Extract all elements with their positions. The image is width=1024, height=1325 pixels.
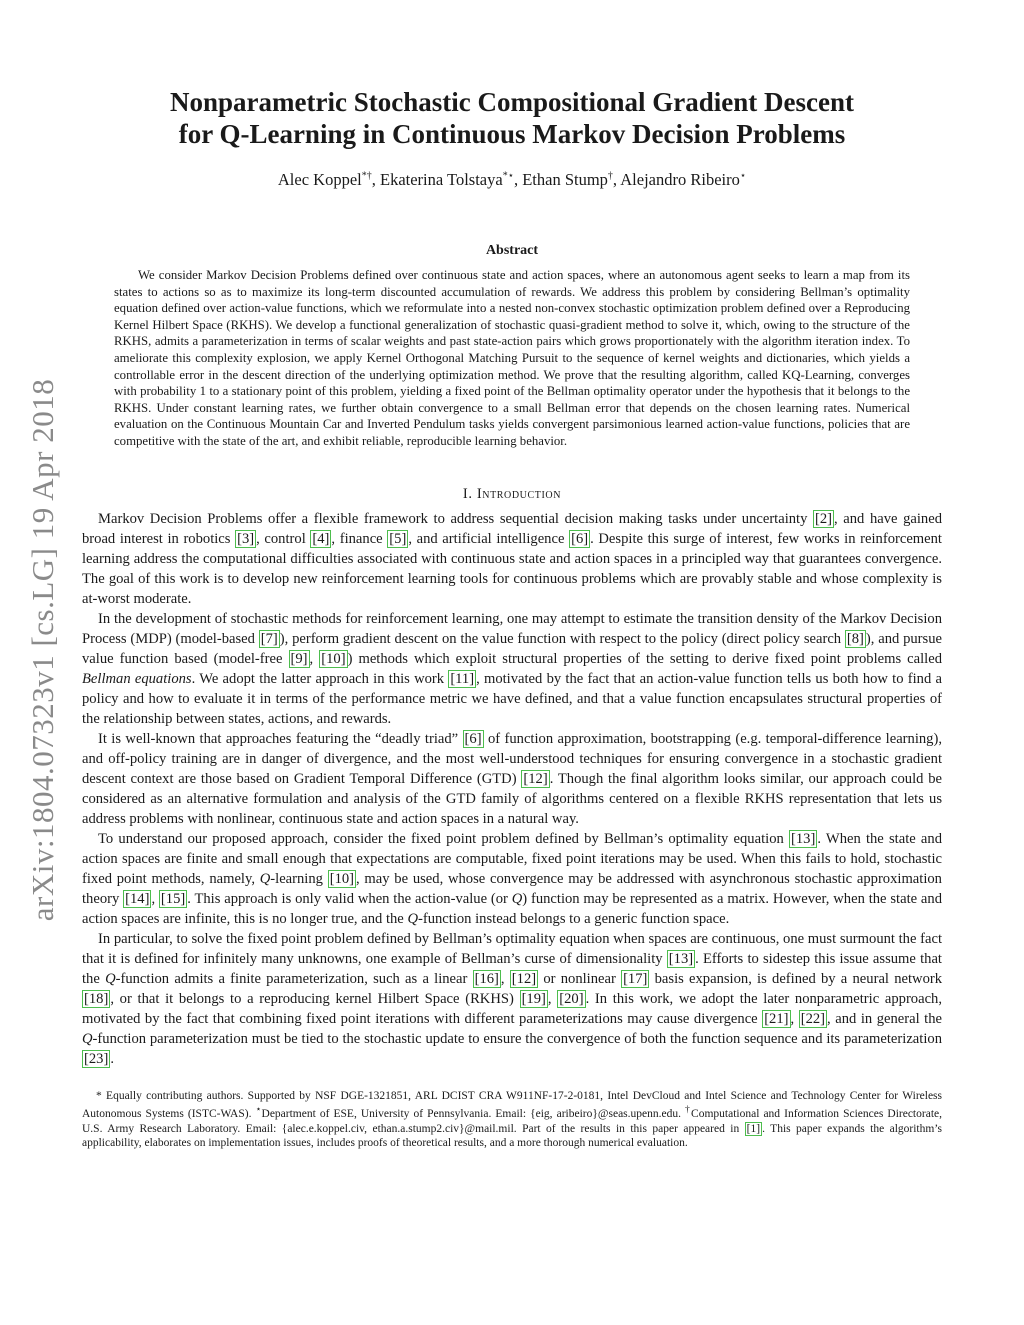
text-run: . In this work, we adopt the later nonparametric approach, motivated by the fact that combining fixed point iterations with different parameterizations may cause divergence [82, 990, 943, 1027]
text-run: , [790, 1010, 799, 1027]
author-affiliation-mark: ⋆ [739, 170, 747, 182]
abstract-text: We consider Markov Decision Problems defined over continuous state and action spaces, where an autonomous agent seeks to learn a map from its states to actions so as to maximize its long-term discounted accumulation of rewards. We address this problem by considering Bellman’s optimality equation defined over action-value functions, which we reformulate into a nested non-convex stochastic optimization problem defined over a Reproducing Kernel Hilbert Space (RKHS). We develop a functional generalization of stochastic quasi-gradient method to solve it, which, owing to the structure of the RKHS, admits a parameterization in terms of scalar weights and past state-action pairs which grows proportionately with the algorithm iteration index. To ameliorate this complexity explosion, we apply Kernel Orthogonal Matching Pursuit to the sequence of kernel weights and dictionaries, which yields a controllable error in the descent direction of the underlying optimization method. We prove that the resulting algorithm, called KQ-Learning, converges with probability 1 to a stationary point of this problem, yielding a fixed point of the Bellman optimality operator under the hypothesis that it belongs to the RKHS. Under constant learning rates, we further obtain convergence to a small Bellman error that depends on the chosen learning rates. Numerical evaluation on the Continuous Mountain Car and Inverted Pendulum tasks yields convergent parsimonious learned action-value functions, policies that are competitive with the state of the art, and exhibit reliable, reproducible learning behavior. [114, 268, 910, 448]
citation-link[interactable]: [10] [321, 650, 346, 667]
citation-link[interactable]: [18] [84, 990, 109, 1007]
text-run: Computational and Information Sciences Directorate, U.S. Army Research Laboratory. Email: {alec.e.koppel.civ, ethan.a.stump2.civ}@mail.mil. Part of the results in this paper appeared in [82, 1107, 942, 1135]
text-run: , and artificial intelligence [408, 530, 570, 547]
text-run: . Despite this surge of interest, few works in reinforcement learning address the computational difficulties associated with continuous state and action spaces in a principled way that guarantees convergence. The goal of this work is to develop new reinforcement learning tools for continuous problems which are provably stable and whose complexity is at-worst moderate. [82, 530, 942, 607]
author-name: Ethan Stump [522, 170, 608, 189]
text-run: ), perform gradient descent on the value function with respect to the policy (direct policy search [279, 630, 845, 647]
title-line-1: Nonparametric Stochastic Compositional Gradient Descent [170, 87, 854, 117]
author-affiliation-mark: † [607, 170, 613, 182]
citation-link[interactable]: [12] [523, 770, 548, 787]
text-run: of function approximation, bootstrapping (e.g. temporal-difference learning), and off-policy training are in danger of divergence, and the most well-understood techniques for ensuring convergence in a stochastic gradient descent context are those based on Gradient Temporal Difference (GTD) [82, 730, 942, 787]
body-paragraph [82, 609, 942, 729]
citation-link[interactable]: [16] [474, 970, 499, 987]
text-run: , [500, 970, 510, 987]
text-run: . When the state and action spaces are finite and small enough that expectations are computable, fixed point iterations may be used. When this fails to hold, stochastic fixed point methods, namely, [82, 830, 943, 887]
citation-link[interactable]: [8] [846, 630, 864, 647]
text-run: -function admits a finite parameterization, such as a linear [115, 970, 473, 987]
body-paragraph [82, 729, 942, 829]
italic-term: Q [259, 870, 271, 887]
text-run: . This approach is only valid when the action-value (or [187, 890, 512, 907]
abstract-heading: Abstract [485, 243, 539, 258]
citation-link[interactable]: [12] [511, 970, 537, 987]
text-run: , motivated by the fact that an action-value function tells us both how to find a policy and how to evaluate it in terms of the performance metric we have defined, and that a value function encapsulates structural properties of the relationship between states, actions, and rewards. [82, 670, 942, 727]
citation-link[interactable]: [14] [125, 890, 150, 907]
section-heading [82, 486, 942, 503]
text-run: . Though the final algorithm looks similar, our approach could be considered as an alternative formulation and analysis of the GTD family of algorithms centered on a flexible RKHS representation that lets us address problems with nonlinear, continuous state and action spaces in a natural way. [82, 770, 942, 827]
affiliation-mark: ⋆ [255, 1104, 262, 1116]
text-run: , control [256, 530, 311, 547]
citation-link[interactable]: [15] [160, 890, 186, 907]
citation-link[interactable]: [19] [521, 990, 546, 1007]
author-affiliation-mark: *† [361, 170, 372, 182]
citation-link[interactable]: [22] [800, 1010, 826, 1027]
italic-term: Q [511, 890, 523, 907]
text-run: , may be used, whose convergence may be addressed with asynchronous stochastic approximation theory [82, 870, 942, 907]
text-run: , and in general the [827, 1010, 943, 1027]
text-run: -function instead belongs to a generic function space. [417, 910, 730, 927]
text-run: Markov Decision Problems offer a flexible framework to address sequential decision making tasks under uncertainty [98, 510, 814, 527]
citation-link[interactable]: [2] [815, 510, 833, 527]
italic-term: Q [82, 1030, 93, 1047]
citation-link[interactable]: [6] [571, 530, 589, 547]
author-affiliation-mark: *⋆ [502, 170, 514, 182]
italic-term: Bellman equations [82, 670, 192, 687]
arxiv-identifier-stamp: arXiv:1804.07323v1 [cs.LG] 19 Apr 2018 [25, 378, 60, 922]
affiliation-mark: † [685, 1104, 692, 1116]
text-run: In the development of stochastic methods for reinforcement learning, one may attempt to estimate the transition density of the Markov Decision Process (MDP) (model-based [82, 610, 942, 647]
text-run: . [110, 1050, 114, 1067]
author-name: Alec Koppel [277, 170, 362, 189]
text-run: * Equally contributing authors. Supported by NSF DGE-1321851, ARL DCIST CRA W911NF-17-2-0181, Intel DevCloud and Intel Science and Technology Center for Wireless Autonomous Systems (ISTC-WAS). [82, 1089, 942, 1120]
body-paragraph [82, 929, 942, 1069]
citation-link[interactable]: [23] [84, 1050, 109, 1067]
footnote [82, 1089, 942, 1151]
citation-link[interactable]: [21] [764, 1010, 789, 1027]
text-run: , [547, 990, 558, 1007]
body-paragraph [82, 829, 942, 929]
citation-link[interactable]: [9] [290, 650, 308, 667]
text-run: basis expansion, is defined by a neural network [649, 970, 943, 987]
text-run: -learning [270, 870, 328, 887]
citation-link[interactable]: [3] [237, 530, 255, 547]
section-title: Introduction [476, 485, 562, 502]
italic-term: Q [105, 970, 116, 987]
text-run: ) function may be represented as a matrix. However, when the state and action spaces are infinite, this is no longer true, and the [82, 890, 942, 927]
citation-link[interactable]: [17] [623, 970, 648, 987]
text-run: . Efforts to sidestep this issue assume that the [82, 950, 942, 987]
text-run: Department of ESE, University of Pennsylvania. Email: {eig, aribeiro}@seas.upenn.edu. [261, 1107, 686, 1120]
section-number: I. [462, 485, 473, 502]
author-list: Alec Koppel*†, Ekaterina Tolstaya*⋆, Ethan Stump†, Alejandro Ribeiro⋆ [277, 170, 747, 189]
text-run: -function parameterization must be tied to the stochastic update to ensure the convergence of both the function sequence and its parameterization [92, 1030, 942, 1047]
text-run: , [309, 650, 320, 667]
citation-link[interactable]: [11] [450, 670, 475, 687]
text-run: . We adopt the latter approach in this work [191, 670, 449, 687]
citation-link[interactable]: [13] [668, 950, 694, 967]
text-run: In particular, to solve the fixed point problem defined by Bellman’s optimality equation when spaces are continuous, one must surmount the fact that it is defined for infinitely many unknowns, one example of Bellman’s curse of dimensionality [82, 930, 942, 967]
citation-link[interactable]: [13] [791, 830, 816, 847]
citation-link[interactable]: [6] [464, 730, 482, 747]
text-run: ) methods which exploit structural properties of the setting to derive fixed point problems called [347, 650, 943, 667]
text-run: It is well-known that approaches featuring the “deadly triad” [98, 730, 463, 747]
citation-link[interactable]: [10] [329, 870, 355, 887]
paper-page [82, 86, 942, 1162]
title-line-2: for Q-Learning in Continuous Markov Decision Problems [178, 119, 846, 149]
text-run: . This paper expands the algorithm’s applicability, elaborates on implementation issues, includes proofs of theoretical results, and a more thorough numerical evaluation. [82, 1122, 942, 1150]
citation-link[interactable]: [4] [312, 530, 330, 547]
text-run: or nonlinear [538, 970, 622, 987]
italic-term: Q [407, 910, 418, 927]
text-run: , or that it belongs to a reproducing kernel Hilbert Space (RKHS) [110, 990, 520, 1007]
text-run: , and have gained broad interest in robotics [82, 510, 942, 547]
citation-link[interactable]: [5] [389, 530, 407, 547]
citation-link[interactable]: [1] [746, 1122, 761, 1135]
text-run: , [151, 890, 159, 907]
text-run: ), and pursue value function based (model-free [82, 630, 942, 667]
text-run: , finance [331, 530, 388, 547]
paper-title [82, 86, 942, 150]
text-run: To understand our proposed approach, consider the fixed point problem defined by Bellman’s optimality equation [98, 830, 789, 847]
citation-link[interactable]: [20] [559, 990, 584, 1007]
body-paragraph [82, 509, 942, 609]
introduction-body [82, 509, 942, 1069]
citation-link[interactable]: [7] [260, 630, 278, 647]
author-name: Alejandro Ribeiro [620, 170, 740, 189]
author-name: Ekaterina Tolstaya [379, 170, 503, 189]
